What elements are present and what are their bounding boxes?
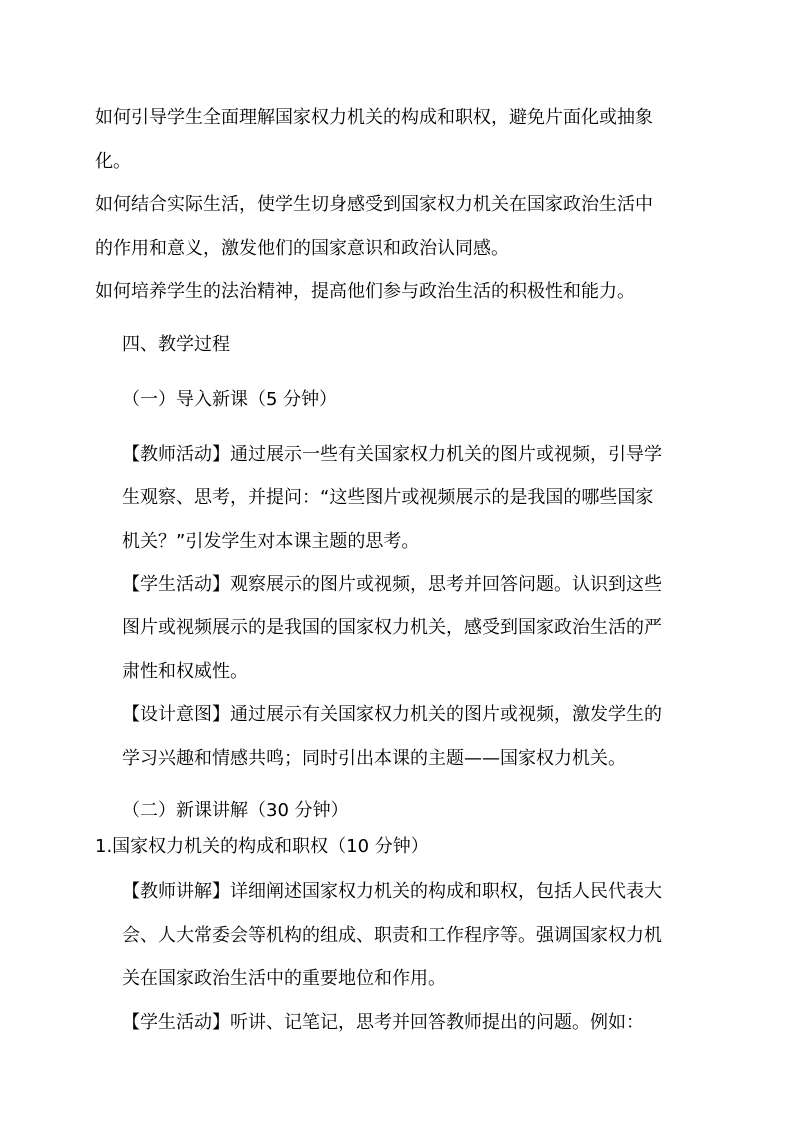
subsection-heading: （二）新课讲解（30 分钟）: [122, 800, 349, 821]
paragraph-line: 关在国家政治生活中的重要地位和作用。: [122, 968, 446, 989]
paragraph-line: 如何结合实际生活，使学生切身感受到国家权力机关在国家政治生活中: [95, 194, 653, 215]
paragraph-line: 学习兴趣和情感共鸣；同时引出本课的主题——国家权力机关。: [122, 748, 626, 769]
paragraph-line: 会、人大常委会等机构的组成、职责和工作程序等。强调国家权力机: [122, 925, 662, 946]
paragraph-line: 机关？”引发学生对本课主题的思考。: [122, 531, 420, 552]
paragraph-line: 化。: [95, 151, 131, 172]
section-heading: 四、教学过程: [122, 334, 230, 355]
paragraph-line: 图片或视频展示的是我国的国家权力机关，感受到国家政治生活的严: [122, 617, 662, 638]
paragraph-line: 【教师讲解】详细阐述国家权力机关的构成和职权，包括人民代表大: [122, 881, 662, 902]
paragraph-line: 生观察、思考，并提问：“这些图片或视频展示的是我国的哪些国家: [122, 487, 654, 508]
paragraph-line: 如何引导学生全面理解国家权力机关的构成和职权，避免片面化或抽象: [95, 107, 653, 128]
paragraph-line: 【学生活动】观察展示的图片或视频，思考并回答问题。认识到这些: [122, 574, 662, 595]
paragraph-line: 【设计意图】通过展示有关国家权力机关的图片或视频，激发学生的: [122, 704, 662, 725]
item-heading: 1.国家权力机关的构成和职权（10 分钟）: [95, 836, 429, 857]
paragraph-line: 【学生活动】听讲、记笔记，思考并回答教师提出的问题。例如：: [122, 1012, 644, 1033]
paragraph-line: 的作用和意义，激发他们的国家意识和政治认同感。: [95, 238, 509, 259]
subsection-heading: （一）导入新课（5 分钟）: [122, 389, 338, 410]
paragraph-line: 如何培养学生的法治精神，提高他们参与政治生活的积极性和能力。: [95, 281, 635, 302]
paragraph-line: 肃性和权威性。: [122, 661, 248, 682]
paragraph-line: 【教师活动】通过展示一些有关国家权力机关的图片或视频，引导学: [122, 444, 662, 465]
